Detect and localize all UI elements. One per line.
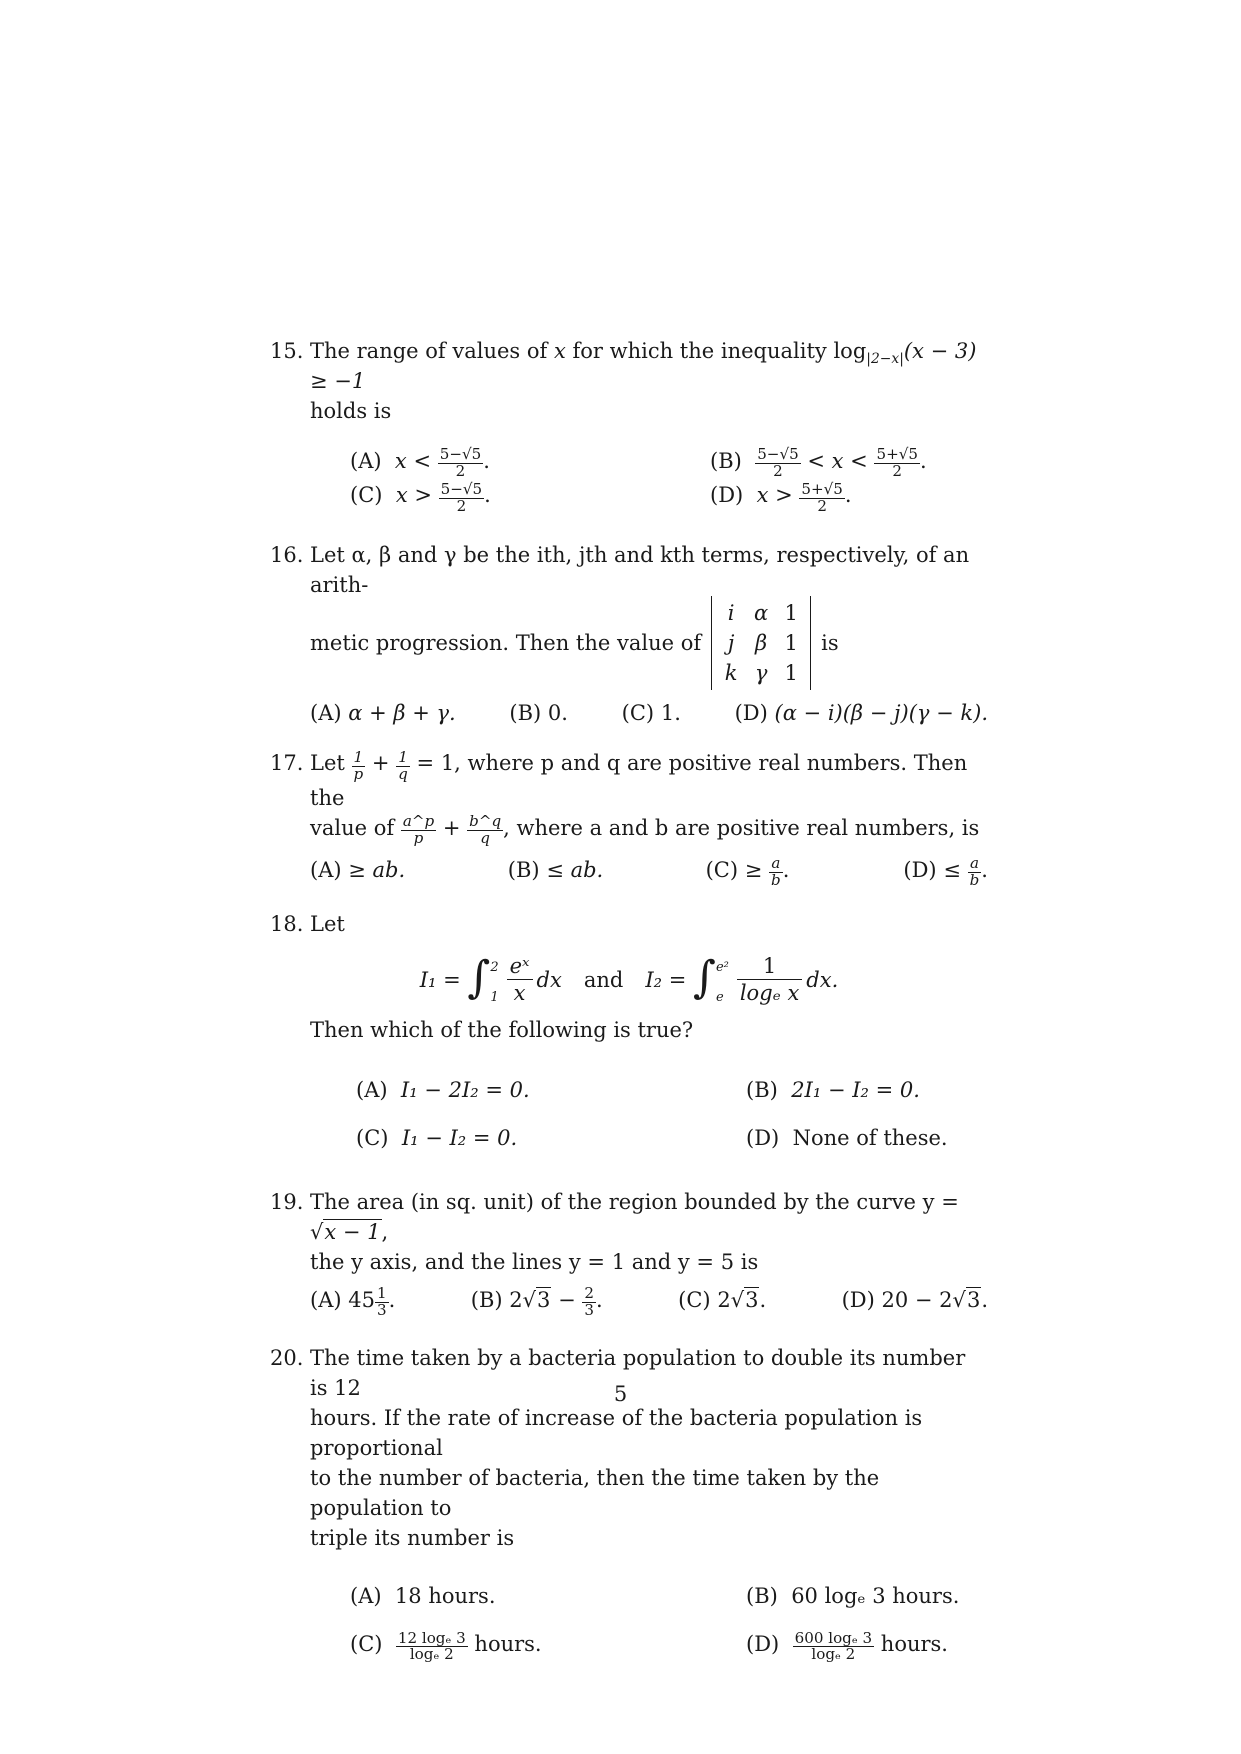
stem-text: for which the inequality [572,339,827,363]
option-b[interactable]: (B) 2I₁ − I₂ = 0. [746,1077,920,1102]
stem-text: Then which of the following is true? [310,1017,694,1042]
option-c[interactable]: (C) $\frac{\text{12 logₑ 3}}{\text{logₑ 2}}$ hours. [350,1628,542,1664]
question-17 [270,748,988,889]
question-number: 17. [270,751,304,776]
integral-sign: ∫ [467,951,491,1003]
options [350,446,988,514]
option-b[interactable]: (B) $\frac{5-√5}{2}$ < x < $\frac{5+√5}{2}$ . [710,445,927,481]
stem-line: hours. If the rate of increase of the bacteria population is proportional [310,1406,923,1461]
stem-text: the y axis, and the lines y = 1 and y = 5 is [310,1249,759,1274]
option-d[interactable]: (D) ≤ $\frac{a}{b}$ . [903,854,988,890]
square-root: √x − 1 [310,1219,381,1244]
option-d[interactable]: (D) None of these. [746,1125,948,1150]
option-d[interactable]: (D) x > $\frac{5+√5}{2}$ . [710,479,852,515]
option-c[interactable]: (C) 2√3. [678,1287,767,1312]
option-a[interactable]: (A) 18 hours. [350,1584,496,1609]
question-stem [310,336,988,396]
determinant: i α 1 j β 1 k γ 1 [711,596,811,690]
question-stem: The area (in sq. unit) of the region bounded by the curve y = √x − 1, [310,1187,988,1247]
exam-page [270,336,988,1663]
option-b[interactable]: (B) 0. [509,701,568,726]
stem-text: holds is [310,399,392,423]
variable: x [553,339,566,363]
options [356,1075,988,1153]
question-stem: Let $\frac{1}{p}$ + $\frac{1}{q}$ = 1, where p and q are positive real numbers. Then the [310,747,968,810]
question-number: 16. [270,543,304,568]
question-number: 19. [270,1189,304,1214]
option-c[interactable]: (C) ≥ $\frac{a}{b}$ . [705,854,790,890]
integral-lhs: I₁ = [419,967,461,992]
option-b[interactable]: (B) 2√3 − $\frac{2}{3}$ . [470,1284,603,1320]
stem-line: The time taken by a bacteria population to double its number is 12 [310,1346,966,1401]
option-a[interactable]: (A) I₁ − 2I₂ = 0. [356,1077,530,1102]
determinant-line [310,596,988,690]
question-stem: value of $\frac{a\^{}p}{p}$ + $\frac{b\^{}q}{q}$ , where a and b are positive real numbers, is [310,812,980,847]
question-19 [270,1187,988,1319]
option-c[interactable]: (C) 1. [621,701,681,726]
options [310,698,988,728]
stem-text: metic progression. Then the value of [310,631,702,656]
option-b[interactable]: (B) 60 logₑ 3 hours. [746,1584,960,1609]
question-number: 20. [270,1346,304,1371]
option-a[interactable]: (A) 45 $\frac{1}{3}$ . [310,1284,396,1320]
stem-text: Let α, β and γ be the ith, jth and kth terms, respectively, of an arith- [310,543,970,598]
options [350,1581,988,1663]
option-d[interactable]: (D) (α − i)(β − j)(γ − k). [734,701,988,726]
question-number: 18. [270,911,304,936]
question-18 [270,909,988,1153]
stem-line: triple its number is [310,1526,515,1551]
option-b[interactable]: (B) ≤ ab. [507,857,604,882]
stem-line: to the number of bacteria, then the time taken by the population to [310,1466,880,1521]
option-a[interactable]: (A) x < $\frac{5-√5}{2}$ . [350,445,490,481]
question-16 [270,540,988,728]
options [310,1285,988,1319]
option-c[interactable]: (C) I₁ − I₂ = 0. [356,1125,518,1150]
stem-text: The range of values of [310,339,548,363]
stem-text: Let [310,911,345,936]
integral-sign: ∫ [693,951,716,1003]
option-a[interactable]: (A) ≥ ab. [310,857,406,882]
integral-lhs: I₂ = [645,967,687,992]
question-number: 15. [270,339,304,363]
question-15 [270,336,988,514]
option-d[interactable]: (D) 20 − 2√3. [841,1287,988,1312]
stem-text: is [821,631,839,656]
integral-definitions: I₁ = ∫ 2 1 $\frac{\text{eˣ}}{x}$ dx and I₂ = ∫ e² e $\frac{1}{\text{logₑ x}}$ dx. [419,951,839,1006]
option-d[interactable]: (D) $\frac{\text{600 logₑ 3}}{\text{logₑ 2}}$ hours. [746,1628,948,1664]
log-expression: $\log_{|2-x|}(x - 3) \ge -1$ [310,339,977,393]
option-c[interactable]: (C) x > $\frac{5-√5}{2}$ . [350,479,491,515]
options [310,855,988,889]
page-number: 5 [613,1382,628,1406]
option-a[interactable]: (A) α + β + γ. [310,701,456,726]
